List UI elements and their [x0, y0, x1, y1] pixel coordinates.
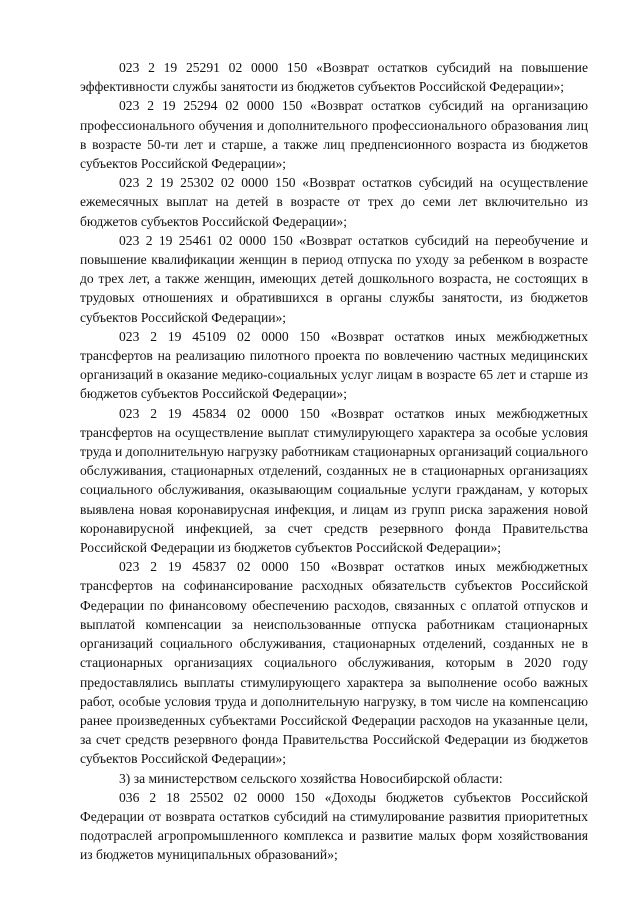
paragraph-subsidy-25294: 023 2 19 25294 02 0000 150 «Возврат остатков субсидий на организацию профессионального обучения и дополнительного профессионального образования лиц в возрасте 50-ти лет и старше, а также лиц предпенсионного возраста из бюджетов субъектов Российской Федерации»; — [80, 98, 588, 172]
paragraph-subsidy-25302: 023 2 19 25302 02 0000 150 «Возврат остатков субсидий на осуществление ежемесячных выплат на детей в возрасте от трех до семи лет включительно из бюджетов субъектов Российской Федерации»; — [80, 175, 588, 229]
paragraph-transfer-45837: 023 2 19 45837 02 0000 150 «Возврат остатков иных межбюджетных трансфертов на софинансирование расходных обязательств субъектов Российской Федерации по финансовому обеспечению расходов, связанных с оплатой отпусков и выплатой компенсации за неиспользованные отпуска работникам стационарных организаций социального обслуживания, стационарных отделений, созданных не в стационарных организациях социального обслуживания, которым в 2020 году предоставлялись выплаты стимулирующего характера за выполнение особо важных работ, особые условия труда и дополнительную нагрузку, в том числе на компенсацию ранее произведенных субъектами Российской Федерации расходов на указанные цели, за счет средств резервного фонда Правительства Российской Федерации из бюджетов субъектов Российской Федерации»; — [80, 559, 588, 767]
paragraph-transfer-45109: 023 2 19 45109 02 0000 150 «Возврат остатков иных межбюджетных трансфертов на реализацию пилотного проекта по вовлечению частных медицинских организаций в оказание медико-социальных услуг лицам в возрасте 65 лет и старше из бюджетов субъектов Российской Федерации»; — [80, 328, 588, 402]
paragraph-section-agriculture-ministry: 3) за министерством сельского хозяйства Новосибирской области: — [119, 770, 503, 786]
paragraph-income-25502: 036 2 18 25502 02 0000 150 «Доходы бюджетов субъектов Российской Федерации от возврата остатков субсидий на стимулирование развития приоритетных подотраслей агропромышленного комплекса и развитие малых форм хозяйствования из бюджетов муниципальных образований»; — [80, 789, 588, 863]
document-page — [80, 58, 588, 865]
paragraph-subsidy-25291: 023 2 19 25291 02 0000 150 «Возврат остатков субсидий на повышение эффективности службы занятости из бюджетов субъектов Российской Федерации»; — [80, 60, 588, 95]
paragraph-transfer-45834: 023 2 19 45834 02 0000 150 «Возврат остатков иных межбюджетных трансфертов на осуществление выплат стимулирующего характера за особые условия труда и дополнительную нагрузку работникам стационарных организаций социального обслуживания, стационарных отделений, созданных не в стационарных организациях социального обслуживания, оказывающим социальные услуги гражданам, у которых выявлена новая коронавирусная инфекция, и лицам из групп риска заражения новой коронавирусной инфекцией, за счет средств резервного фонда Правительства Российской Федерации из бюджетов субъектов Российской Федерации»; — [80, 405, 588, 556]
paragraph-subsidy-25461: 023 2 19 25461 02 0000 150 «Возврат остатков субсидий на переобучение и повышение квалификации женщин в период отпуска по уходу за ребенком в возрасте до трех лет, а также женщин, имеющих детей дошкольного возраста, не состоящих в трудовых отношениях и обратившихся в органы службы занятости, из бюджетов субъектов Российской Федерации»; — [80, 232, 588, 325]
